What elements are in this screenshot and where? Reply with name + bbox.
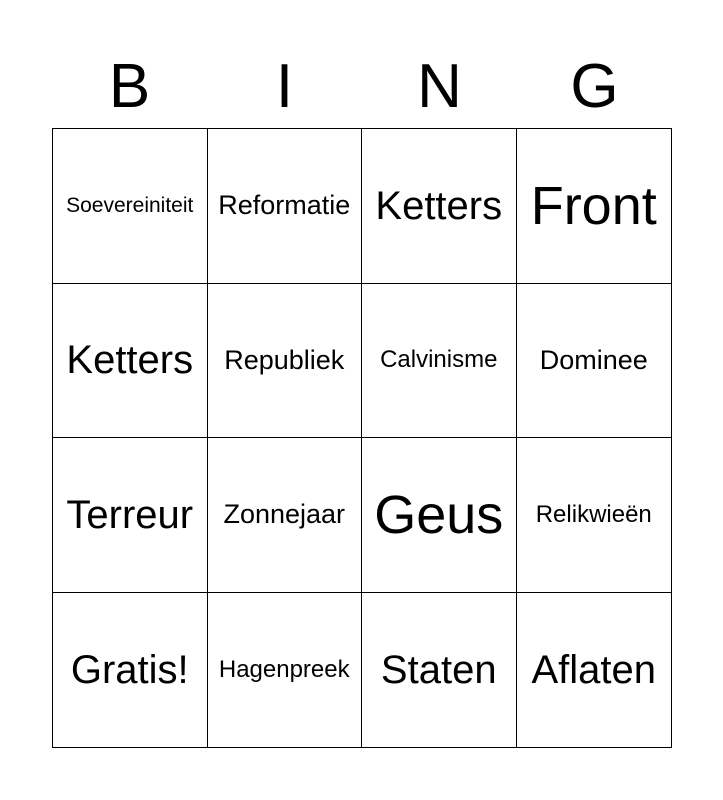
bingo-cell[interactable]: Ketters (53, 284, 208, 439)
bingo-cell[interactable]: Zonnejaar (208, 438, 363, 593)
bingo-cell[interactable]: Aflaten (531, 647, 657, 692)
bingo-cell[interactable]: Terreur (53, 438, 208, 593)
header-letter-n: N (417, 52, 462, 121)
header-letter-g: G (570, 52, 619, 121)
bingo-cell[interactable]: Soevereiniteit (53, 129, 208, 284)
bingo-board (52, 128, 672, 748)
bingo-cell[interactable]: Reformatie (208, 129, 363, 284)
bingo-cell[interactable]: Front (517, 129, 672, 284)
header-letter-b: B (108, 52, 151, 121)
bingo-cell[interactable]: Gratis! (53, 593, 208, 748)
bingo-cell[interactable]: Republiek (208, 284, 363, 439)
bingo-cell[interactable]: Calvinisme (362, 284, 517, 439)
bingo-cell[interactable]: Ketters (362, 129, 517, 284)
bingo-cell[interactable]: Geus (362, 438, 517, 593)
bingo-cell[interactable]: Relikwieën (517, 438, 672, 593)
bingo-header (52, 52, 672, 122)
bingo-cell[interactable]: Staten (362, 593, 517, 748)
bingo-cell[interactable]: Dominee (517, 284, 672, 439)
header-letter-i: I (275, 52, 294, 121)
bingo-cell[interactable]: Hagenpreek (208, 593, 363, 748)
